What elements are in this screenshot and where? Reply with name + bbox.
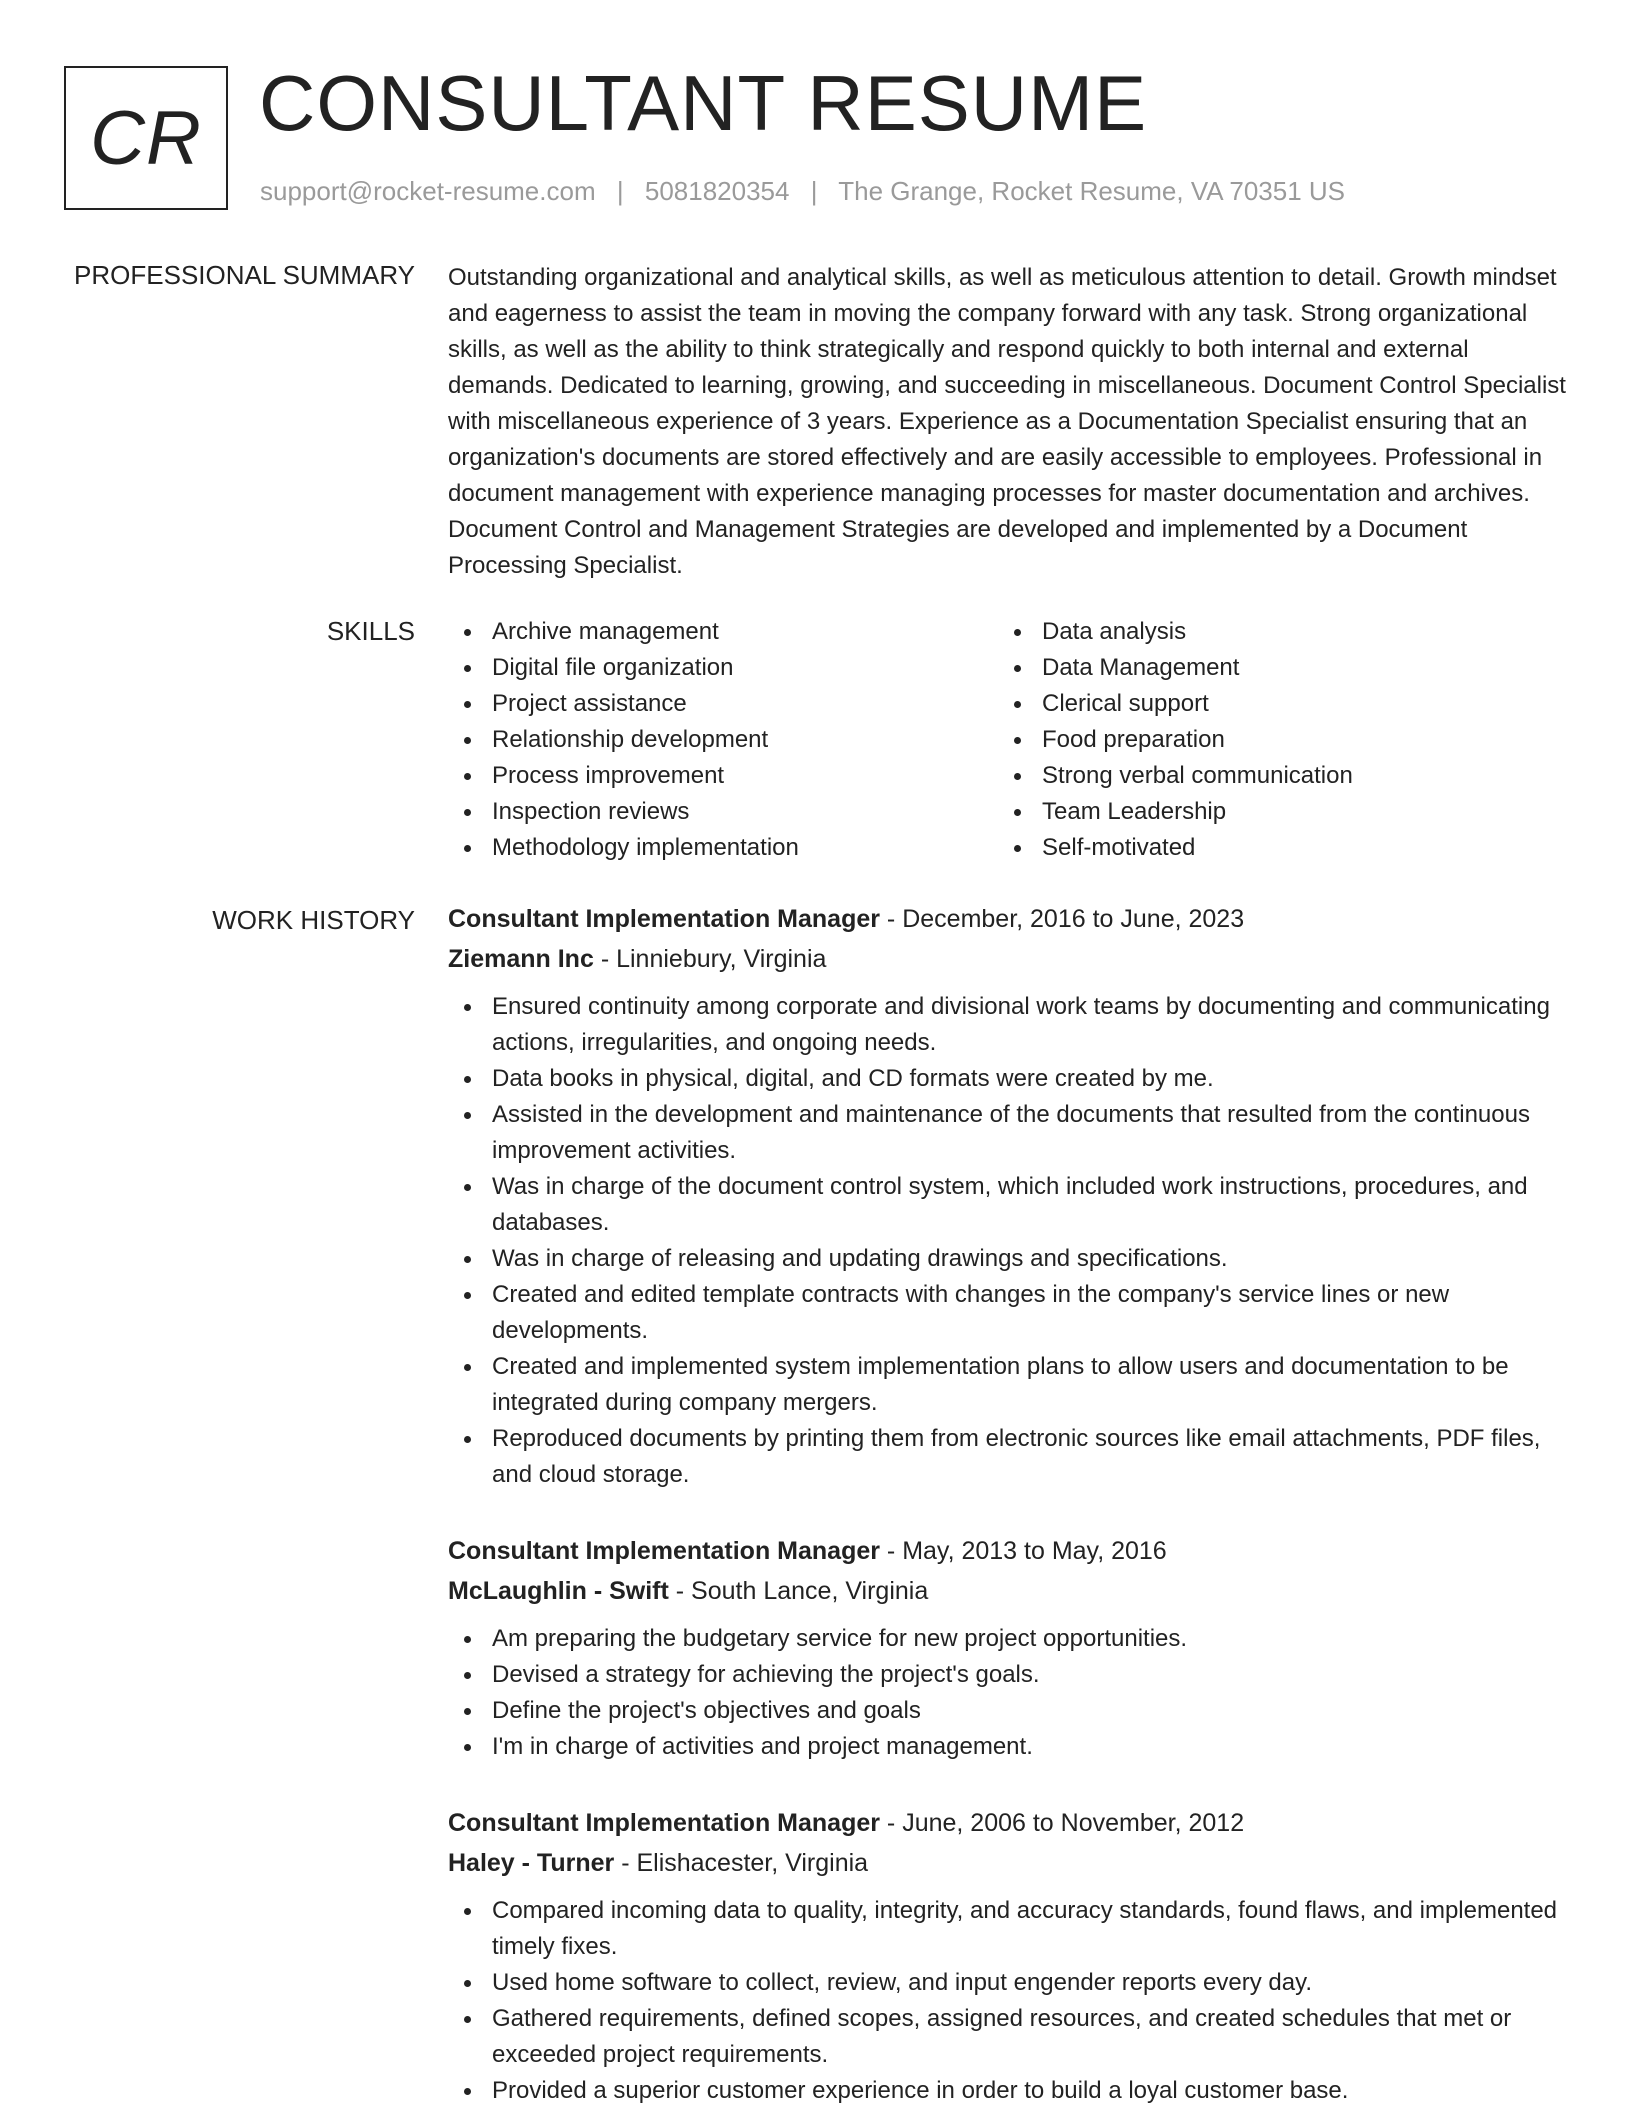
job-entry (448, 899, 1570, 1493)
skill-item: Data Management (998, 650, 1548, 686)
job-bullet: Data books in physical, digital, and CD formats were created by me. (448, 1061, 1570, 1097)
skill-item: Inspection reviews (448, 794, 998, 830)
skill-item: Food preparation (998, 722, 1548, 758)
job-title: Consultant Implementation Manager (448, 1809, 880, 1837)
contact-phone: 5081820354 (644, 176, 790, 206)
job-bullet: Created and edited template contracts with changes in the company's service lines or new developments. (448, 1277, 1570, 1349)
skill-item: Team Leadership (998, 794, 1548, 830)
job-bullet: Define the project's objectives and goals (448, 1693, 1570, 1729)
job-company-line (448, 939, 1570, 979)
job-title: Consultant Implementation Manager (448, 905, 880, 933)
job-title: Consultant Implementation Manager (448, 1537, 880, 1565)
skill-item: Relationship development (448, 722, 998, 758)
job-bullet: Ensured continuity among corporate and divisional work teams by documenting and communicating actions, irregularities, and ongoing needs. (448, 989, 1570, 1061)
contact-address: The Grange, Rocket Resume, VA 70351 US (838, 176, 1346, 206)
job-bullet: Reproduced documents by printing them from electronic sources like email attachments, PDF files, and cloud storage. (448, 1421, 1570, 1493)
skill-item: Project assistance (448, 686, 998, 722)
monogram-initials: CR (90, 95, 202, 181)
summary-text: Outstanding organizational and analytical skills, as well as meticulous attention to detail. Growth mindset and eagerness to assist the team in moving the company forward with any task. Strong organizational skills, as well as the ability to think strategically and respond quickly to both internal and external demands. Dedicated to learning, growing, and succeeding in miscellaneous. Document Control Specialist with miscellaneous experience of 3 years. Experience as a Documentation Specialist ensuring that an organization's documents are stored effectively and are easily accessible to employees. Professional in document management with experience managing processes for master documentation and archives. Document Control and Management Strategies are developed and implemented by a Document Processing Specialist. (448, 264, 1566, 579)
job-bullet: Am preparing the budgetary service for new project opportunities. (448, 1621, 1570, 1657)
skill-item: Strong verbal communication (998, 758, 1548, 794)
job-bullet: Used home software to collect, review, and input engender reports every day. (448, 1965, 1570, 2001)
job-entry (448, 1803, 1570, 2109)
job-bullet: I'm in charge of activities and project management. (448, 1729, 1570, 1765)
skill-item: Process improvement (448, 758, 998, 794)
job-dates: - June, 2006 to November, 2012 (879, 1809, 1245, 1837)
job-company-line (448, 1571, 1570, 1611)
job-bullet: Was in charge of the document control system, which included work instructions, procedures, and databases. (448, 1169, 1570, 1241)
job-location: - Elishacester, Virginia (614, 1849, 869, 1877)
job-bullets (448, 1893, 1570, 2109)
job-company: Haley - Turner (448, 1849, 615, 1877)
job-company-line (448, 1843, 1570, 1883)
contact-line (260, 176, 1345, 206)
skill-item: Self-motivated (998, 830, 1548, 866)
contact-email: support@rocket-resume.com (260, 176, 596, 206)
resume-title: CONSULTANT RESUME (259, 59, 1148, 147)
skills-label: SKILLS (326, 616, 415, 646)
job-bullet: Created and implemented system implementation plans to allow users and documentation to be integrated during company mergers. (448, 1349, 1570, 1421)
job-dates: - December, 2016 to June, 2023 (879, 905, 1245, 933)
skill-item: Clerical support (998, 686, 1548, 722)
job-entry (448, 1531, 1570, 1765)
job-dates: - May, 2013 to May, 2016 (879, 1537, 1167, 1565)
skill-item: Methodology implementation (448, 830, 998, 866)
contact-separator: | (616, 176, 624, 206)
job-title-line (448, 1531, 1570, 1571)
skill-item: Digital file organization (448, 650, 998, 686)
job-bullet: Assisted in the development and maintenance of the documents that resulted from the continuous improvement activities. (448, 1097, 1570, 1169)
summary-label: PROFESSIONAL SUMMARY (74, 260, 415, 290)
job-bullets (448, 989, 1570, 1493)
job-bullet: Gathered requirements, defined scopes, assigned resources, and created schedules that met or exceeded project requirements. (448, 2001, 1570, 2073)
job-company: Ziemann Inc (448, 945, 594, 973)
job-title-line (448, 899, 1570, 939)
skills-list-left (448, 614, 998, 866)
job-bullet: Compared incoming data to quality, integrity, and accuracy standards, found flaws, and implemented timely fixes. (448, 1893, 1570, 1965)
job-bullet: Was in charge of releasing and updating drawings and specifications. (448, 1241, 1570, 1277)
monogram-box (64, 66, 228, 210)
job-title-line (448, 1803, 1570, 1843)
summary-body (448, 260, 1570, 584)
job-bullet: Provided a superior customer experience in order to build a loyal customer base. (448, 2073, 1570, 2109)
skills-body (448, 614, 1570, 866)
work-history-body (448, 899, 1570, 2112)
work-history-label: WORK HISTORY (212, 905, 415, 935)
job-bullets (448, 1621, 1570, 1765)
skill-item: Archive management (448, 614, 998, 650)
job-company: McLaughlin - Swift (448, 1577, 669, 1605)
contact-separator: | (810, 176, 818, 206)
job-bullet: Devised a strategy for achieving the project's goals. (448, 1657, 1570, 1693)
skills-grid (448, 614, 1570, 866)
skill-item: Data analysis (998, 614, 1548, 650)
skills-list-right (998, 614, 1548, 866)
job-location: - Linniebury, Virginia (593, 945, 827, 973)
job-location: - South Lance, Virginia (668, 1577, 929, 1605)
